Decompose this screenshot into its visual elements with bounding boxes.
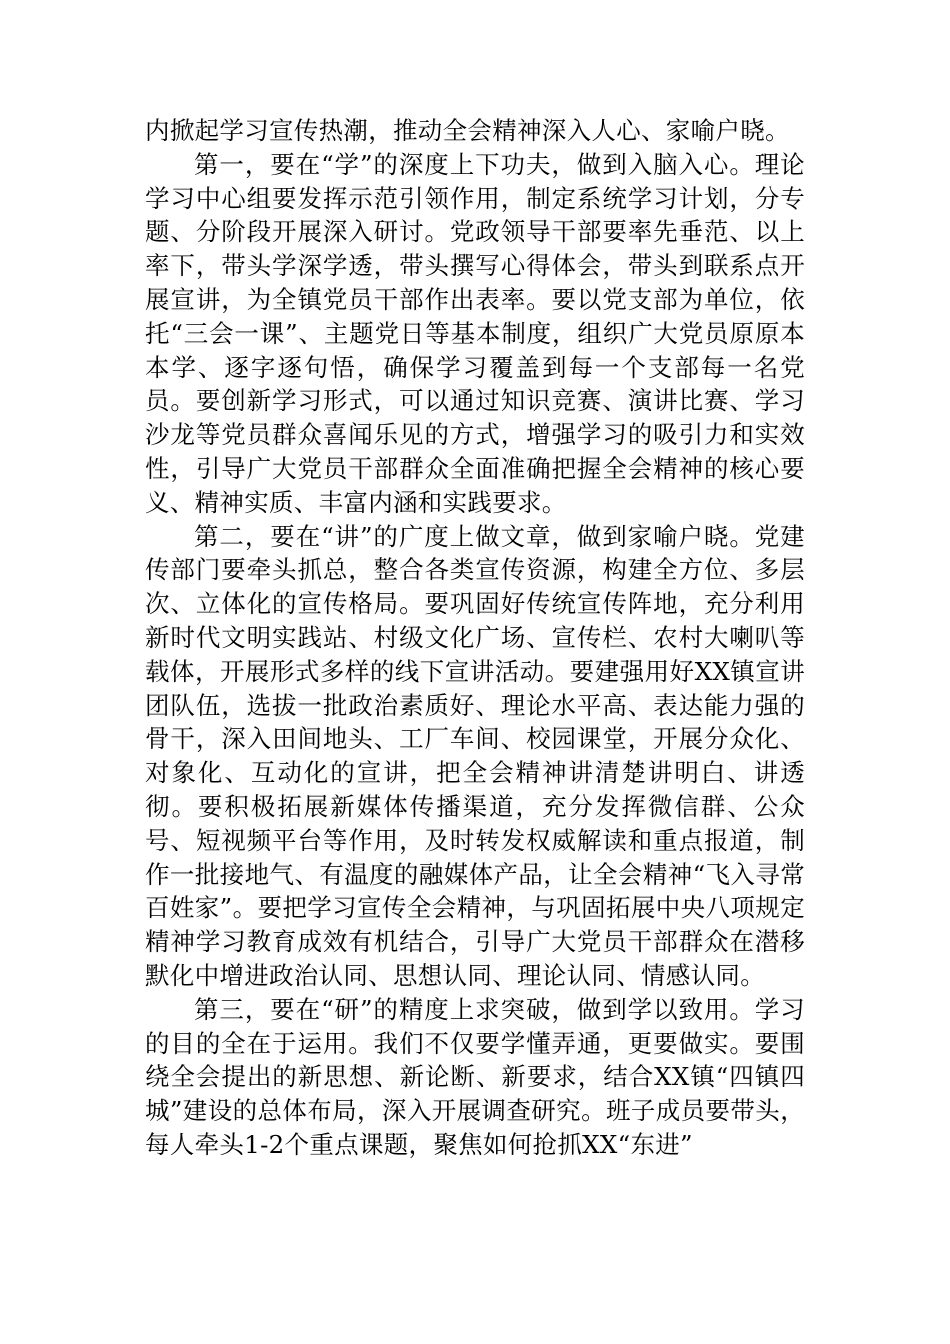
paragraph-third-research: 第三，要在“研”的精度上求突破，做到学以致用。学习的目的全在于运用。我们不仅要学懂弄通，更要做实。要围绕全会提出的新思想、新论断、新要求，结合XX镇“四镇四城”建设的总体布局，深入开展调查研究。班子成员要带头，每人牵头1-2个重点课题，聚焦如何抢抓XX“东进” xyxy=(145,994,805,1159)
paragraph-continued-intro: 内掀起学习宣传热潮，推动全会精神深入人心、家喻户晓。 xyxy=(145,116,790,145)
paragraph-second-publicize: 第二，要在“讲”的广度上做文章，做到家喻户晓。党建传部门要牵头抓总，整合各类宣传资源，构建全方位、多层次、立体化的宣传格局。要巩固好传统宣传阵地，充分利用新时代文明实践站、村级文化广场、宣传栏、农村大喇叭等载体，开展形式多样的线下宣讲活动。要建强用好XX镇宣讲团队伍，选拔一批政治素质好、理论水平高、表达能力强的骨干，深入田间地头、工厂车间、校园课堂，开展分众化、对象化、互动化的宣讲，把全会精神讲清楚讲明白、讲透彻。要积极拓展新媒体传播渠道，充分发挥微信群、公众号、短视频平台等作用，及时转发权威解读和重点报道，制作一批接地气、有温度的融媒体产品，让全会精神“飞入寻常百姓家”。要把学习宣传全会精神，与巩固拓展中央八项规定精神学习教育成效有机结合，引导广大党员干部群众在潜移默化中增进政治认同、思想认同、理论认同、情感认同。 xyxy=(145,521,805,990)
document-body xyxy=(145,114,805,1162)
paragraph-first-study: 第一，要在“学”的深度上下功夫，做到入脑入心。理论学习中心组要发挥示范引领作用，制定系统学习计划，分专题、分阶段开展深入研讨。党政领导干部要率先垂范、以上率下，带头学深学透，带头撰写心得体会，带头到联系点开展宣讲，为全镇党员干部作出表率。要以党支部为单位，依托“三会一课”、主题党日等基本制度，组织广大党员原原本本学、逐字逐句悟，确保学习覆盖到每一个支部每一名党员。要创新学习形式，可以通过知识竞赛、演讲比赛、学习沙龙等党员群众喜闻乐见的方式，增强学习的吸引力和实效性，引导广大党员干部群众全面准确把握全会精神的核心要义、精神实质、丰富内涵和实践要求。 xyxy=(145,149,805,517)
